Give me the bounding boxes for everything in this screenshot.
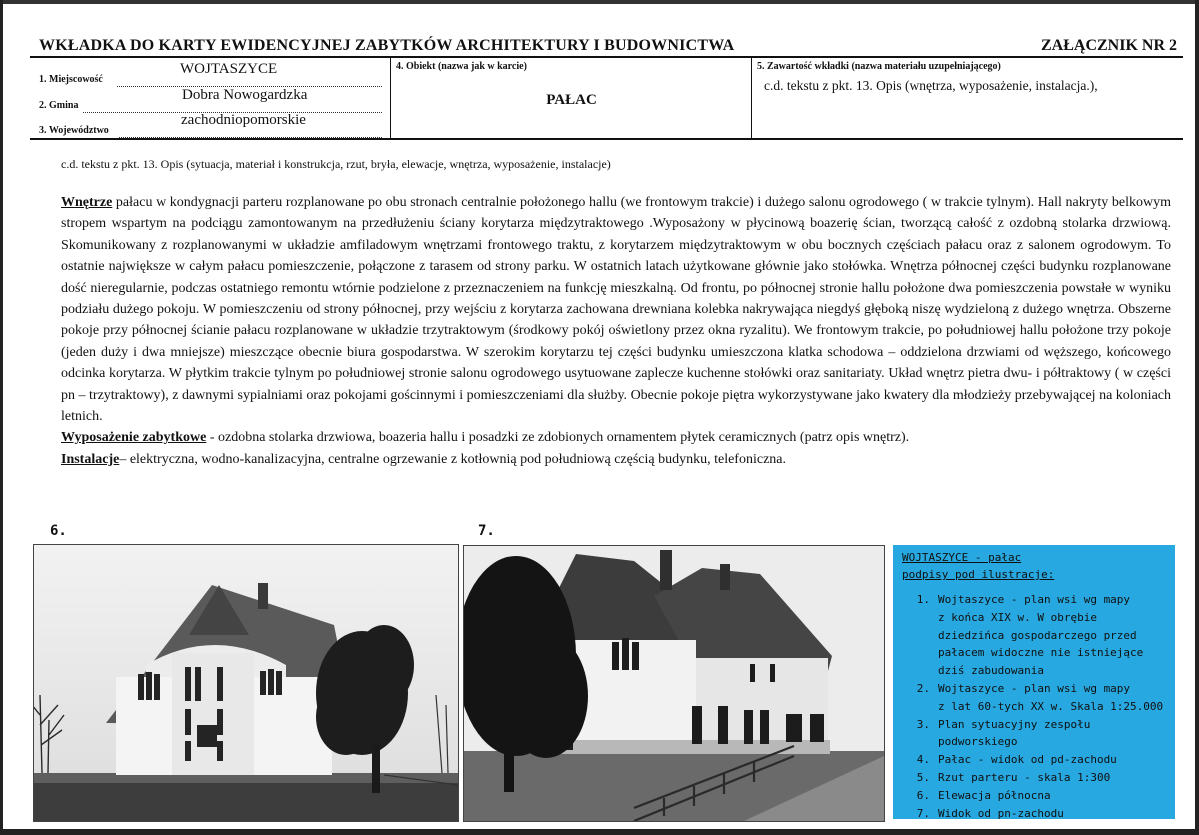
furnishing-heading: Wyposażenie zabytkowe [61, 430, 207, 446]
wojewodztwo-value: zachodniopomorskie [181, 112, 306, 128]
captions-heading-title: WOJTASZYCE - pałac [902, 551, 1022, 564]
object-cell [390, 58, 752, 138]
installations-heading: Instalacje [61, 451, 120, 467]
caption-item: 1. Wojtaszyce - plan wsi wg mapy z końca XIX w. W obrębie dziedzińca gospodarczego przed pałacem widoczne nie istniejące dziś zabudowania [916, 593, 1144, 678]
photo-7-number: 7. [478, 523, 495, 539]
zawartosc-value: c.d. tekstu z pkt. 13. Opis (wnętrza, wyposażenie, instalacja.), [764, 78, 1098, 93]
miejscowosc-value: WOJTASZYCE [180, 61, 278, 77]
photo-6-north-elevation [33, 544, 459, 822]
scan-edge-bottom [0, 829, 1199, 835]
interior-paragraph [61, 192, 1171, 427]
document-title: WKŁADKA DO KARTY EWIDENCYJNEJ ZABYTKÓW ARCHITEKTURY I BUDOWNICTWA [39, 37, 735, 54]
captions-list [893, 591, 1163, 822]
caption-item: 5. Rzut parteru - skala 1:300 [916, 770, 1111, 784]
wojewodztwo-label: 3. Województwo [39, 125, 109, 136]
content-cell [751, 58, 1184, 138]
location-cell [30, 58, 390, 138]
scan-edge-right [1195, 0, 1199, 835]
section-subcaption: c.d. tekstu z pkt. 13. Opis (sytuacja, materiał i konstrukcja, rzut, bryła, elewacje, wnętrza, wyposażenie, instalacje) [61, 157, 611, 171]
caption-item: 4. Pałac - widok od pd-zachodu [916, 753, 1117, 767]
annex-label: ZAŁĄCZNIK NR 2 [1040, 37, 1177, 54]
obiekt-value: PAŁAC [546, 92, 597, 108]
scan-edge-top [0, 0, 1199, 4]
photo-7-northwest-view [463, 545, 885, 822]
gmina-label: 2. Gmina [39, 100, 79, 111]
photo-6-number: 6. [50, 523, 67, 539]
caption-item: 7. Widok od pn-zachodu [916, 806, 1064, 820]
obiekt-label: 4. Obiekt (nazwa jak w karcie) [396, 61, 527, 72]
furnishing-paragraph [61, 427, 1171, 448]
form-header-grid [30, 56, 1183, 140]
description-body [61, 192, 1171, 470]
installations-paragraph [61, 449, 1171, 470]
caption-item: 3. Plan sytuacyjny zespołu podworskiego [916, 717, 1091, 749]
interior-text: pałacu w kondygnacji parteru rozplanowane po obu stronach centralnie położonego hallu (we frontowym trakcie) i dużego salonu ogrodowego ( w trakcie tylnym). Hall nakryty belkowym stropem wspartym na podciągu zamontowanym na przedłużeniu ściany korytarza międzytraktowego .Wyposażony w płycinową boazerię ścian, tworzącą całość z ozdobną stolarka drzwiową. Skomunikowany z rozplanowanymi w układzie amfiladowym wnętrzami frontowego traktu, z korytarzem międzytraktowym w obu bocznych częściach pałacu oraz z salonem ogrodowym. To ostatnie największe w całym pałacu pomieszczenie, połączone z tarasem od strony parku. W ostatnich latach użytkowane głównie jako stołówka. Wnętrza północnej części budynku rozplanowane dość nieregularnie, podczas ostatniego remontu wtórnie podzielone z przeznaczeniem na funkcję mieszkalną. Od frontu, po północnej stronie hallu położone dwa pomieszczenia powstałe w wyniku podziału dużego pokoju. W pomieszczeniu od strony północnej, przy wejściu z korytarza zachowana drewniana kolebka nakrywająca niegdyś głęboką niszę wydzieloną z dużego wnętrza. Obszerne pokoje przy północnej ścianie pałacu rozplanowane w układzie trzytraktowym (środkowy pokój oświetlony przez okna ryzalitu). We frontowym trakcie, po południowej hallu położone trzy pokoje (jeden duży i dwa mniejsze) mieszczące obecnie biura gospodarstwa. W szerokim korytarzu tej części budynku umieszczona klatka schodowa – oddzielona drzwiami od węższego, końcowego odcinka korytarza. W płytkim trakcie tylnym po południowej stronie salonu ogrodowego usytuowane zaplecze kuchenne stołówki oraz sanitariaty. Układ wnętrz pietra dwu- i półtraktowy ( w części pn – trzytraktowy), z dawnymi sypialniami oraz pokojami gościnnymi i pomieszczeniami dla służby. Obecnie pokoje piętra wykorzystywane jako kwatery dla młodzieży przebywającej na koloniach letnich. [61, 195, 1171, 425]
interior-heading: Wnętrze [61, 195, 113, 210]
caption-item: 2. Wojtaszyce - plan wsi wg mapy z lat 60-tych XX w. Skala 1:25.000 [916, 681, 1164, 713]
gmina-value: Dobra Nowogardzka [182, 87, 308, 103]
zawartosc-label: 5. Zawartość wkładki (nazwa materiału uzupełniającego) [757, 61, 1001, 72]
caption-item: 6. Elewacja północna [916, 788, 1051, 802]
captions-heading-subtitle: podpisy pod ilustracje: [902, 568, 1055, 581]
captions-box [893, 545, 1175, 819]
furnishing-text: - ozdobna stolarka drzwiowa, boazeria hallu i posadzki ze zdobionych ornamentem płytek ceramicznych (patrz opis wnętrz). [206, 430, 910, 446]
installations-text: – elektryczna, wodno-kanalizacyjna, centralne ogrzewanie z kotłownią pod południową częścią budynku, telefoniczna. [119, 451, 786, 467]
scan-edge-left [0, 0, 3, 835]
miejscowosc-label: 1. Miejscowość [39, 74, 103, 85]
